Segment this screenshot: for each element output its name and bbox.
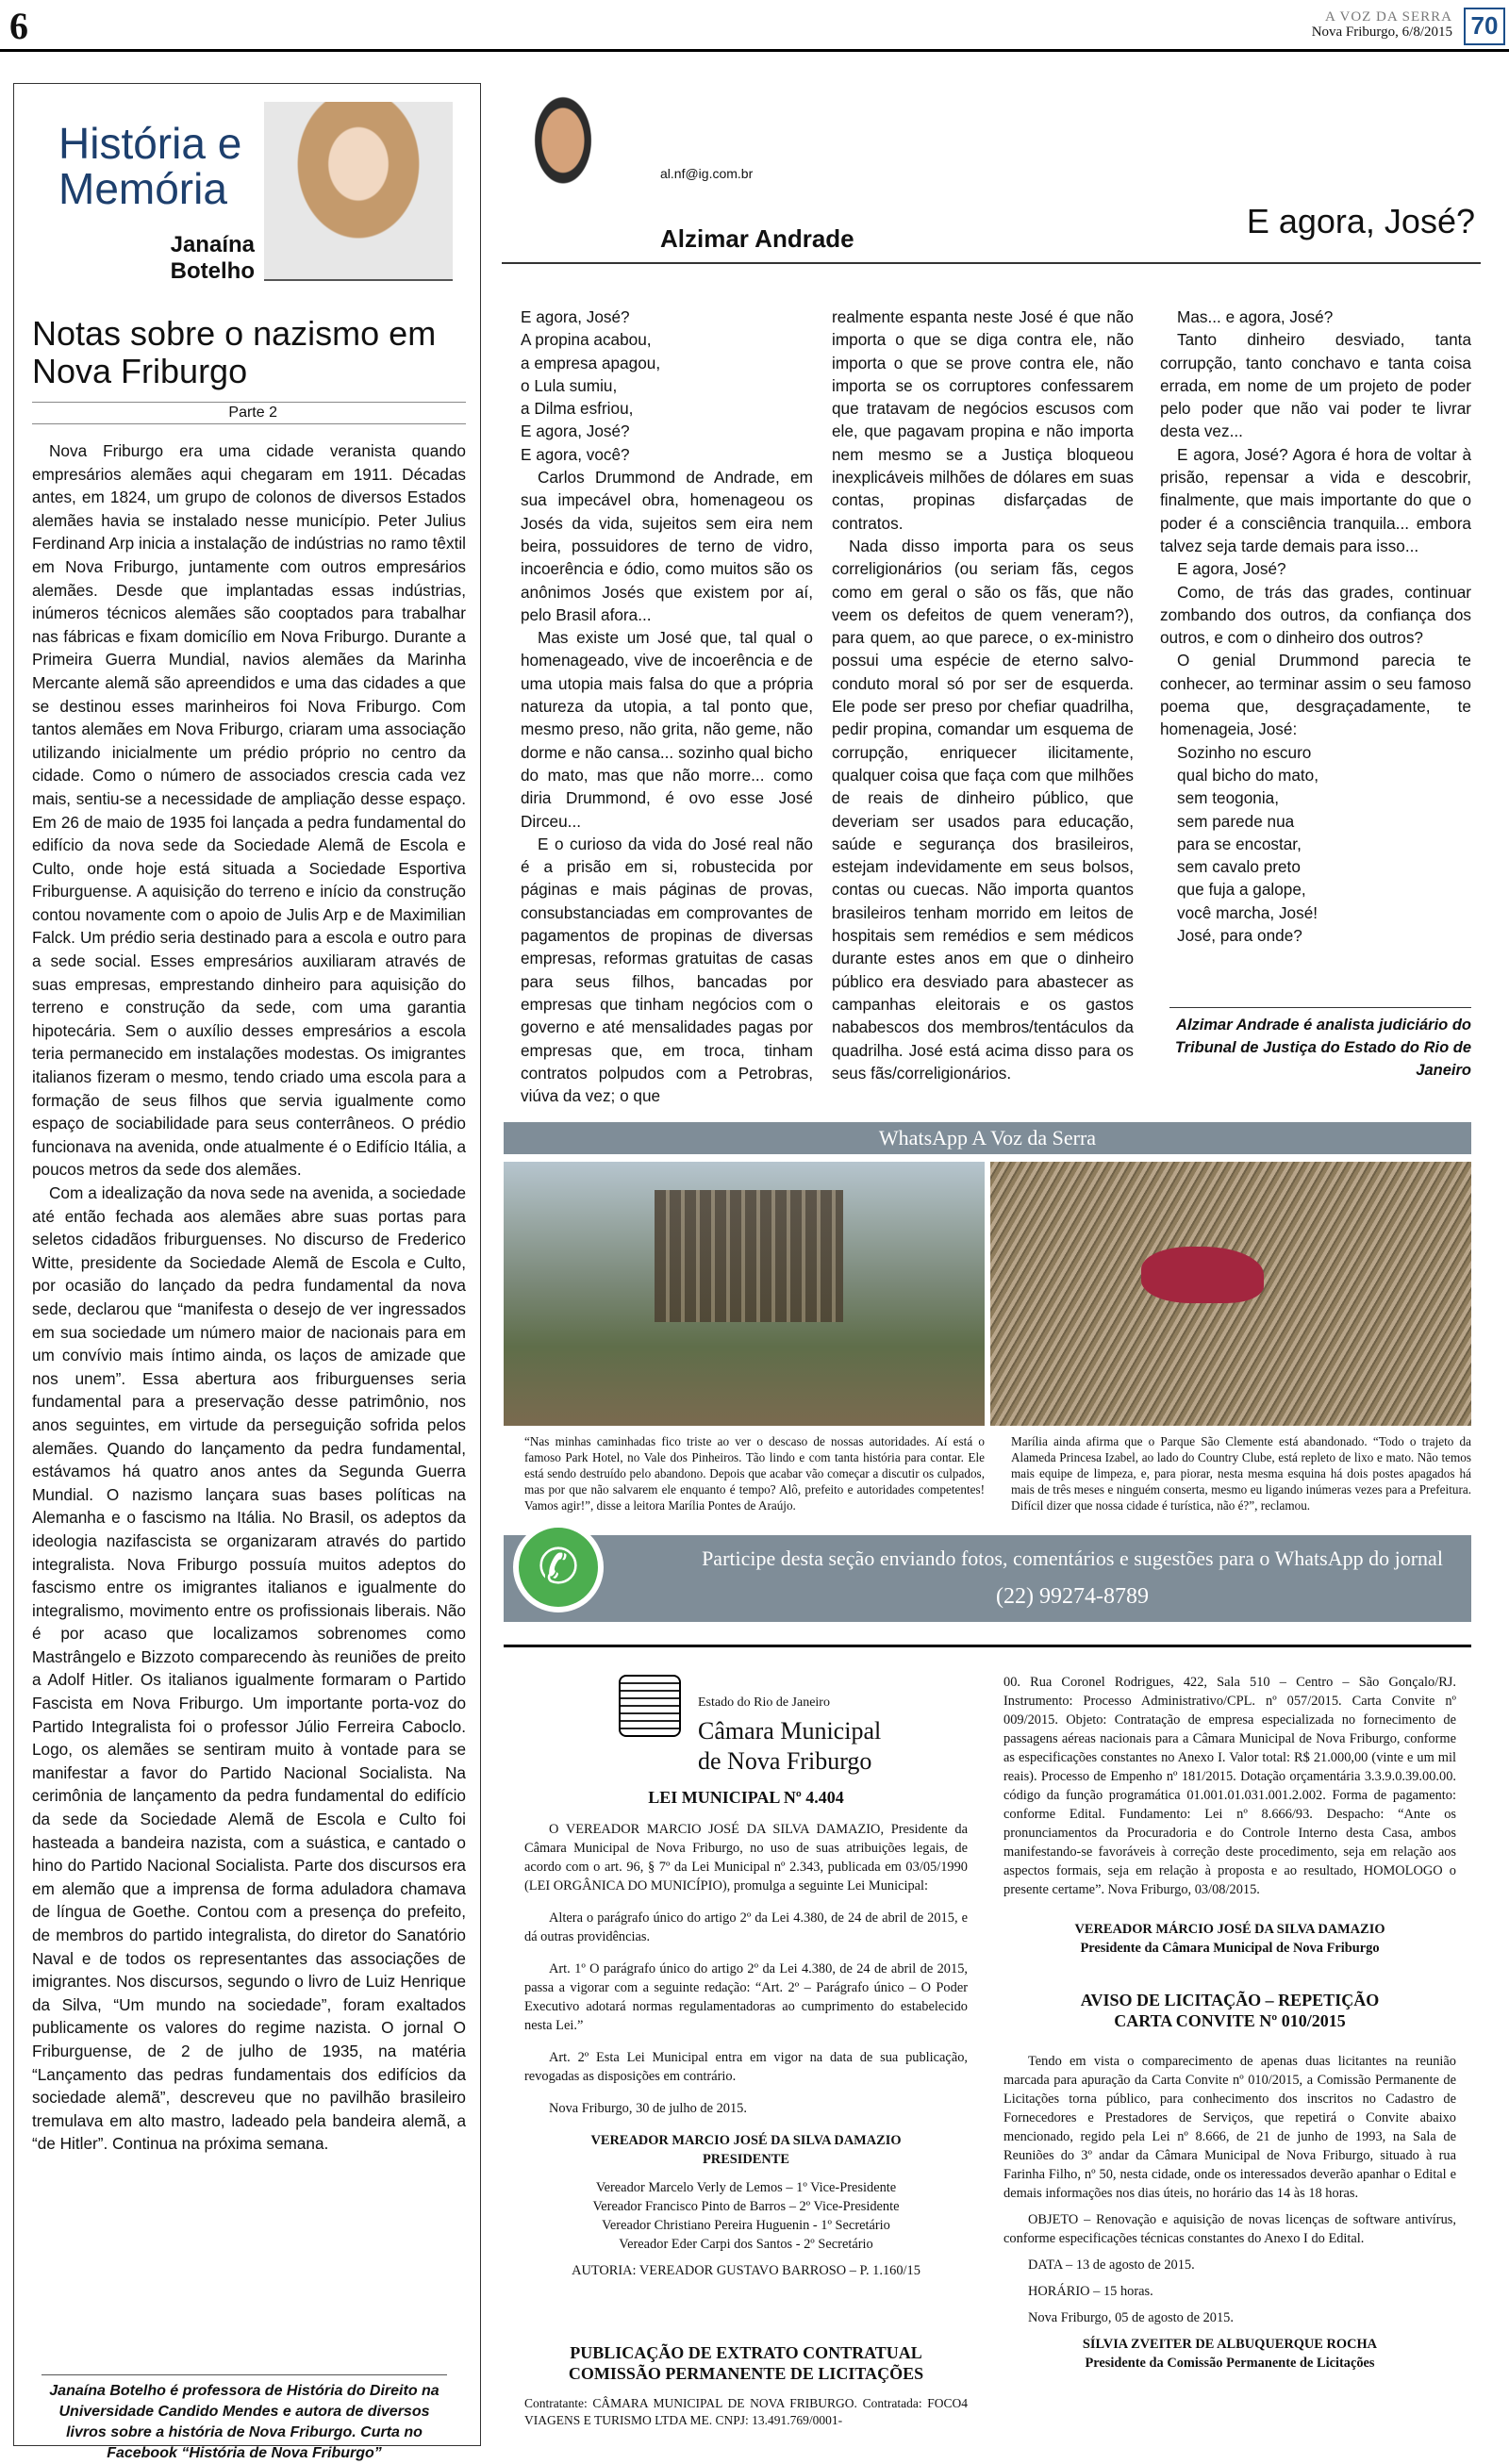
column-paragraph: E o curioso da vida do José real não é a prisão em si, robustecida por páginas e mais páginas de provas, consubstanciadas em comprovantes de pagamentos de propinas de diversas empresas, reformas gratuitas de casas para seus filhos, bancadas por empresas que tinham negócios com o governo e até mensalidades pagas por empresas que, em troca, tinham contratos polpudos com a Petrobras, viúva da vez; o que xyxy=(521,834,813,1106)
issue-date: Nova Friburgo, 6/8/2015 xyxy=(1311,25,1452,40)
page-number: 6 xyxy=(9,5,28,47)
column-paragraph: Nada disso importa para os seus correligionários (ou seriam fãs, cegos como em geral o são os fãs, que não veem os defeitos de quem veneram?), para quem, ao que parece, o ex-ministro possui uma espécie de eterno salvo-conduto moral só por ser de esquerda. Ele pode ser preso por chefiar quadrilha, pedir propina, comandar um esquema de corrupção, enriquecer ilicitamente, qualquer coisa que faça com que milhões de reais de dinheiro público, que deveriam ser usados para educação, saúde e segurança dos brasileiros, estejam indevidamente em seus bolsos, contas ou cuecas. Não importa quantos brasileiros tenham morrido em leitos de hospitais sem remédios e sem médicos durante estes anos em que o dinheiro público era desviado para abastecer as campanhas eleitorais e os gastos nababescos dos membros/tentáculos da quadrilha. José está acima disso para os seus fãs/correligionários. xyxy=(832,536,1134,1083)
photo-caption-1: “Nas minhas caminhadas fico triste ao ver o descaso de nossas autoridades. Aí está o famoso Park Hotel, no Vale dos Pinheiros. Tão lindo e com tanta história para contar. Ele está sendo destruído pelo abandono. Depois que acabar vão começar a discutir os culpados, mas por que não salvarem ele enquanto é tempo? Alô, prefeito e autoridades competentes! Vamos agir!”, disse a leitora Marília Pontes de Araújo. xyxy=(524,1434,985,1513)
masthead xyxy=(1312,9,1452,40)
whatsapp-phone-icon: ✆ xyxy=(513,1522,604,1612)
column-title: E agora, José? xyxy=(1246,202,1475,240)
law-author: AUTORIA: VEREADOR GUSTAVO BARROSO – P. 1.160/15 xyxy=(572,2263,920,2278)
article-paragraph: Com a idealização da nova sede na avenida, a sociedade até então fechada aos alemães abre suas portas para seletos cidadãos friburguenses. No discurso de Frederico Witte, presidente da Sociedade Alemã de Escola e Culto, por ocasião do lançado da pedra fundamental da nova sede, declarou que “manifesta o desejo de ver ingressados em sua sociedade um número maior de nacionais para em um convívio mais íntimo ainda, os laços de amizade que nos unem”. Essa abertura aos friburguenses seria fundamental para a preservação desse patrimônio, nos anos seguintes, em virtude da perseguição sofrida pelos alemães. Quando do lançamento da pedra fundamental, estávamos há quatro anos antes da Segunda Guerra Mundial. O nazismo lançara suas bases políticas na Alemanha e o fascismo na Itália. No Brasil, os adeptos da ideologia nazifascista se organizaram através do partido integralista. Nova Friburgo possuía muitos adeptos do fascismo entre os imigrantes italianos e igualmente do integralismo, movimento entre os profissionais liberais. Não é por acaso que localizamos sobrenomes como Mastrângelo e Bizzoto comparecendo às reuniões de preito a Adolf Hitler. Os italianos igualmente formaram o Partido Fascista em Nova Friburgo. Um importante porta-voz do Partido Integralista foi o professor Júlio Ferreira Caboclo. Logo, os alemães se sentiram muito à vontade para se manifestar a favor do Partido Nacional Socialista. Na cerimônia de lançamento da pedra fundamental do edifício da sede da Sociedade Alemã de Escola e Culto foi hasteada a bandeira nazista, com a suástica, e cantado o hino do Partido Nacional Socialista. Parte dos discursos era em alemão que a imprensa de forma aduladora chamava de língua de Goethe. Contou com a presença do prefeito, de membros do partido integralista, do diretor do Sanatório Naval e de todos os representantes das associações de imigrantes. Nos discursos, segundo o livro de Luiz Henrique da Silva, “Um mundo na sociedade”, foram exaltados publicamente os valores do regime nazista. O jornal O Friburguense, de 2 de julho de 1935, na matéria “Lançamento das pedras fundamentais dos edifícios da sociedade alemã”, descreveu que no pavilhão brasileiro tremulava em alto mastro, ladeado pela bandeira alemã, a “de Hitler”. Continua na próxima semana. xyxy=(32,1183,466,2154)
anniversary-logo: 70 xyxy=(1464,8,1505,45)
column-paragraph: Como, de trás das grades, continuar zombando dos outros, da confiança dos outros, e com o dinheiro dos outros? xyxy=(1160,582,1471,648)
city-crest-icon xyxy=(619,1675,681,1737)
paper-name: A VOZ DA SERRA xyxy=(1325,9,1452,25)
column-paragraph: Carlos Drummond de Andrade, em sua impecável obra, homenageou os Josés da vida, sujeitos sem eira nem beira, possuidores de terno de vidro, incoerência e ódio, como muitos são os anônimos Josés que existem por aí, pelo Brasil afora... xyxy=(521,468,813,624)
author-first-name: Janaína xyxy=(170,232,255,257)
author-photo-janaina xyxy=(264,102,453,281)
law-paragraph: O VEREADOR MARCIO JOSÉ DA SILVA DAMAZIO, Presidente da Câmara Municipal de Nova Friburgo, no uso de suas atribuições legais, de acordo com o art. 96, § 7º da Lei Municipal nº 2.343, publicada em 03/05/1990 (LEI ORGÂNICA DO MUNICÍPIO), promulga a seguinte Lei Municipal: xyxy=(524,1822,968,1893)
aviso-time: HORÁRIO – 15 horas. xyxy=(1028,2284,1153,2299)
aviso-place-date: Nova Friburgo, 05 de agosto de 2015. xyxy=(1028,2310,1234,2325)
aviso-title: AVISO DE LICITAÇÃO – REPETIÇÃO CARTA CONVITE Nº 010/2015 xyxy=(1080,1991,1380,2030)
author-email[interactable]: al.nf@ig.com.br xyxy=(660,166,754,181)
column-paragraph: O genial Drummond parecia te conhecer, ao terminar assim o seu famoso poema que, desgraçadamente, te homenageia, José: xyxy=(1160,651,1471,739)
author-bio: Janaína Botelho é professora de História do Direito na Universidade Candido Mendes e autora de diversos livros sobre a história de Nova Friburgo. Curta no Facebook “História de Nova Friburgo” xyxy=(41,2374,447,2464)
law-paragraph: Art. 1º O parágrafo único do artigo 2º da Lei 4.380, de 24 de abril de 2015, passa a vigorar com a seguinte redação: “Art. 2º – Parágrafo único – O Poder Executivo adotará normas regulamentadoras ao cumprimento do estabelecido nesta Lei.” xyxy=(524,1961,968,2033)
law-signer: VEREADOR MARCIO JOSÉ DA SILVA DAMAZIO PRESIDENTE xyxy=(590,2133,902,2167)
column-paragraph: Tanto dinheiro desviado, tanta corrupção, tanto conchavo e tanta coisa errada, em nome de um projeto de poder pelo poder que não vai poder te livrar desta vez... xyxy=(1160,330,1471,441)
photo-caption-2: Marília ainda afirma que o Parque São Clemente está abandonado. “Todo o trajeto da Alameda Princesa Izabel, ao lado do Country Clube, está repleto de lixo e mato. Não temos mais equipe de limpeza, e, para piorar, nesta mesma esquina há dois postes apagados há mais de três meses e ninguém conserta, mesmo eu ligando inúmeras vezes para a Prefeitura. Difícil dizer que nossa cidade é turística, não é?”, reclamou. xyxy=(1011,1434,1471,1513)
article-title: Notas sobre o nazismo em Nova Friburgo xyxy=(32,314,437,390)
column-author-bio: Alzimar Andrade é analista judiciário do Tribunal de Justiça do Estado do Rio de Janeiro xyxy=(1169,1007,1471,1082)
hotel-building xyxy=(655,1190,843,1322)
column-paragraph: realmente espanta neste José é que não importa o que se diga contra ele, não importa o que se prove contra ele, não importa se os corruptores confessarem que tratavam de negócios escusos com ele, que pagavam propina e não importa nem mesmo se a Justiça bloqueou inexplicáveis milhões de dólares em suas contas, propinas disfarçadas de contratos. xyxy=(832,307,1134,533)
law-paragraph: Altera o parágrafo único do artigo 2º da Lei 4.380, de 24 de abril de 2015, e dá outras providências. xyxy=(524,1910,968,1944)
column-text-3 xyxy=(1160,306,1471,947)
law-paragraph: Art. 2º Esta Lei Municipal entra em vigor na data de sua publicação, revogadas as disposições em contrário. xyxy=(524,2050,968,2084)
contract-extract-body: Contratante: CÂMARA MUNICIPAL DE NOVA FRIBURGO. Contratada: FOCO4 VIAGENS E TURISMO LTDA ME. CNPJ: 13.491.769/0001- xyxy=(524,2396,968,2427)
poem-opening: E agora, José? A propina acabou, a empresa apagou, o Lula sumiu, a Dilma esfriou, E agora, José? E agora, você? xyxy=(521,307,661,464)
aviso-date: DATA – 13 de agosto de 2015. xyxy=(1028,2257,1195,2273)
law-title: LEI MUNICIPAL Nº 4.404 xyxy=(648,1788,844,1807)
section-kicker xyxy=(58,121,241,211)
aviso-text xyxy=(1003,2052,1456,2380)
state-label: Estado do Rio de Janeiro xyxy=(698,1695,830,1710)
contract-extract-title: PUBLICAÇÃO DE EXTRATO CONTRATUAL COMISSÃO PERMANENTE DE LICITAÇÕES xyxy=(568,2343,924,2383)
column-author: Alzimar Andrade xyxy=(660,224,854,253)
contract-signer: VEREADOR MÁRCIO JOSÉ DA SILVA DAMAZIO Presidente da Câmara Municipal de Nova Friburgo xyxy=(1074,1922,1385,1956)
kicker-line-2: Memória xyxy=(58,164,227,213)
column-paragraph: E agora, José? xyxy=(1177,559,1286,579)
reader-photo-trash xyxy=(990,1162,1471,1426)
camara-name xyxy=(698,1716,881,1777)
history-author xyxy=(141,232,255,285)
discarded-object xyxy=(1141,1247,1264,1303)
reader-photo-park-hotel xyxy=(504,1162,985,1426)
whatsapp-section-bar: WhatsApp A Voz da Serra xyxy=(504,1122,1471,1154)
law-date: Nova Friburgo, 30 de julho de 2015. xyxy=(549,2101,747,2116)
contract-extract-continued xyxy=(1003,1673,1456,1965)
aviso-signer: SÍLVIA ZVEITER DE ALBUQUERQUE ROCHA Presidente da Comissão Permanente de Licitações xyxy=(1082,2337,1378,2371)
contract-paragraph: 00. Rua Coronel Rodrigues, 422, Sala 510 – Centro – São Gonçalo/RJ. Instrumento: Processo Administrativo/CPL. nº 057/2015. Carta Convite nº 009/2015. Objeto: Contratação de empresa especializada no fornecimento de passagens aéreas nacionais para a Câmara Municipal de Nova Friburgo, conforme as especificações constantes no Anexo I. Valor total: R$ 21.000,00 (vinte e um mil reais). Processo de Empenho nº 181/2015. Dotação orçamentária 3.3.9.0.39.00.00. código da função programática 01.001.01.031.001.2.002. Forma de pagamento: conforme Edital. Fundamento: Lei nº 8.666/93. Despacho: “Ante os pronunciamentos da Procuradoria e do Controle Interno desta Casa, ambos manifestando-se favoráveis à correção deste procedimento, seja em relação aos aspectos formais, seja em relação à proposta e ao resultado, HOMOLOGO o presente certame”. Nova Friburgo, 03/08/2015. xyxy=(1003,1675,1456,1897)
article-paragraph: Nova Friburgo era uma cidade veranista quando empresários alemães aqui chegaram em 1911. Décadas antes, em 1824, um grupo de colonos de diversos Estados alemães havia se instalado nesse município. Peter Julius Ferdinand Arp inicia a instalação de indústrias no ramo têxtil em Nova Friburgo, juntamente com outros empresários alemães. Desde que implantadas essas indústrias, inúmeros técnicos alemães são cooptados para trabalhar nas fábricas e fixam domicílio em Nova Friburgo. Durante a Primeira Guerra Mundial, navios alemães da Marinha Mercante alemã são apreendidos e uma das cidades a que se destinou esses marinheiros foi Nova Friburgo. Com tantos alemães em Nova Friburgo, criaram uma associação utilizando inicialmente um prédio próprio no centro da cidade. Como o número de associados crescia cada vez mais, sentiu-se a necessidade de ampliação desse espaço. Em 26 de maio de 1935 foi lançada a pedra fundamental do edifício da nova sede da Sociedade Alemã de Escola e Culto, onde hoje está situada a Sociedade Esportiva Friburguense. A aquisição do terreno e início da construção contou novamente com o apoio de Julis Arp e de Maximilian Falck. Um prédio seria destinado para a escola e outro para a sede social. Esses empresários auxiliaram através de suas empresas, emprestando dinheiro para aquisição do terreno e construção da sede, com uma garantia hipotecária. Sem o auxílio desses empresários a escola teria permanecido em instalações modestas. Os imigrantes italianos fizeram o mesmo, tendo criado uma escola para a formação de seus filhos que servia igualmente como espaço de sociabilidade para seus conterrâneos. O prédio funcionava na avenida, onde atualmente é o Edifício Itália, a poucos metros da sede dos alemães. xyxy=(32,441,466,1180)
column-text-2 xyxy=(832,306,1134,1084)
header-rule xyxy=(0,49,1509,52)
whatsapp-invite: Participe desta seção enviando fotos, comentários e sugestões para o WhatsApp do jornal xyxy=(702,1546,1443,1570)
author-photo-alzimar xyxy=(502,83,624,234)
law-text xyxy=(524,1820,968,2288)
law-board: Vereador Marcelo Verly de Lemos – 1º Vice-Presidente Vereador Francisco Pinto de Barros – 2º Vice-Presidente Vereador Christiano Pereira Huguenin - 1º Secretário Vereador Eder Carpi dos Santos - 2º Secretário xyxy=(592,2180,900,2252)
column-rule xyxy=(502,262,1481,264)
author-last-name: Botelho xyxy=(170,258,255,284)
aviso-paragraph: OBJETO – Renovação e aquisição de novas licenças de software antivírus, conforme especificações técnicas constantes do Anexo I do Edital. xyxy=(1003,2212,1456,2246)
aviso-paragraph: Tendo em vista o comparecimento de apenas duas licitantes na reunião marcada para apuração da Carta Convite nº 010/2015, a Comissão Permanente de Licitações torna público, para conhecimento dos inscritos no Cadastro de Fornecedores e Prestadores de Serviços, que repetirá o Convite abaixo mencionado, regido pela Lei nº 8.666, de 21 de junho de 1993, na Sala de Reuniões do 3º andar da Câmara Municipal de Nova Friburgo, situado à rua Farinha Filho, nº 50, nesta cidade, onde os interessados deverão apanhar o Edital e demais informações nos dias úteis, no horário das 14 às 18 horas. xyxy=(1003,2054,1456,2201)
column-paragraph: Mas... e agora, José? xyxy=(1177,307,1334,326)
whatsapp-number[interactable]: (22) 99274-8789 xyxy=(996,1584,1149,1609)
camara-line-2: de Nova Friburgo xyxy=(698,1747,872,1775)
kicker-line-1: História e xyxy=(58,119,242,168)
column-paragraph: E agora, José? Agora é hora de voltar à prisão, repensar a vida e descobrir, finalmente, que mais importante do que o poder é a consciência tranquila... embora talvez seja tarde demais para isso... xyxy=(1160,444,1471,555)
camara-line-1: Câmara Municipal xyxy=(698,1717,882,1745)
poem-closing: Sozinho no escuro qual bicho do mato, sem teogonia, sem parede nua para se encostar, sem cavalo preto que fuja a galope, você marcha, José! José, para onde? xyxy=(1177,742,1319,946)
part-label: Parte 2 xyxy=(32,402,466,424)
column-paragraph: Mas existe um José que, tal qual o homenageado, vive de incoerência e de uma utopia mais falsa do que a própria natureza da utopia, a tal ponto que, mesmo preso, não grita, não geme, não dorme e não cansa... sozinho qual bicho do mato, mas que não morre... como diria Drummond, é ovo esse José Dirceu... xyxy=(521,628,813,831)
whatsapp-footer xyxy=(504,1535,1471,1622)
column-text-1 xyxy=(521,306,813,1107)
article-body xyxy=(32,439,466,2156)
